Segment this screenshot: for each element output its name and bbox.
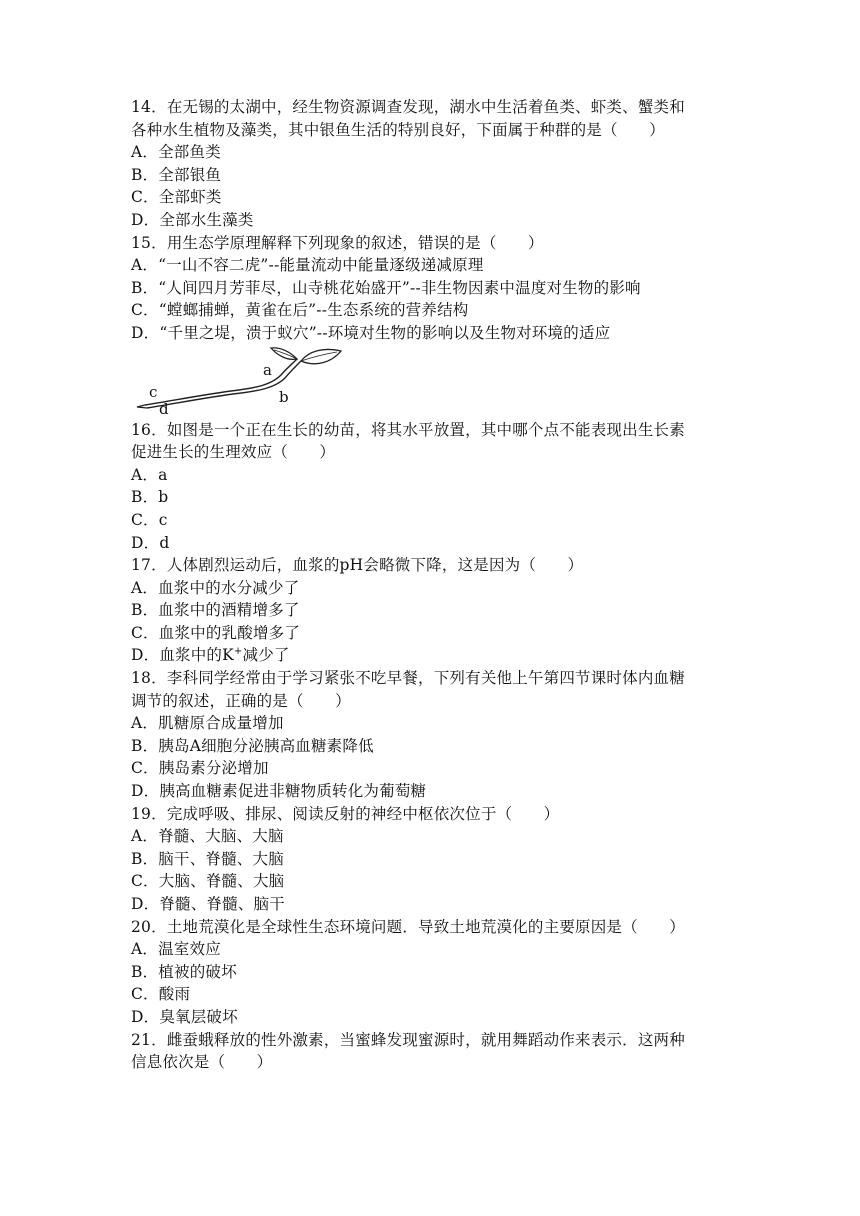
option-a: A．a	[131, 465, 168, 484]
option-d: D．“千里之堤，溃于蚁穴”--环境对生物的影响以及生物对环境的适应	[131, 323, 611, 342]
question-stem-line: 14．在无锡的太湖中，经生物资源调查发现，湖水中生活着鱼类、虾类、蟹类和	[131, 98, 685, 116]
question-stem-line: 各种水生植物及藻类，其中银鱼生活的特别良好，下面属于种群的是（ ）	[131, 120, 665, 139]
option-d	[131, 644, 731, 667]
question-list	[131, 96, 731, 1074]
option-d: D．全部水生藻类	[131, 210, 254, 229]
option-c: C．胰岛素分泌增加	[131, 759, 269, 778]
option-c: C．c	[131, 510, 168, 529]
label-d: d	[159, 399, 169, 418]
question-19	[131, 803, 731, 916]
option-d: D．脊髓、脊髓、脑干	[131, 895, 285, 913]
question-stem-line: 调节的叙述，正确的是（ ）	[131, 691, 351, 710]
seedling-figure	[131, 345, 371, 419]
question-stem-line: 21．雌蚕蛾释放的性外激素，当蜜蜂发现蜜源时，就用舞蹈动作来表示．这两种	[131, 1030, 685, 1049]
label-a: a	[263, 360, 272, 379]
option-c: C．“螳螂捕蝉，黄雀在后”--生态系统的营养结构	[131, 301, 469, 320]
question-stem-line: 16．如图是一个正在生长的幼苗，将其水平放置，其中哪个点不能表现出生长素	[131, 420, 685, 439]
option-c: C．全部虾类	[131, 188, 222, 207]
question-stem-line: 信息依次是（ ）	[131, 1053, 273, 1072]
question-stem-line: 15．用生态学原理解释下列现象的叙述，错误的是（ ）	[131, 233, 544, 252]
option-d-text-end: 减少了	[242, 646, 290, 665]
right-leaf	[301, 349, 341, 363]
option-a: A．肌糖原合成量增加	[131, 714, 284, 733]
seedling-stem-upper	[145, 359, 297, 405]
option-b: B．全部银鱼	[131, 165, 222, 184]
question-stem-line: 19．完成呼吸、排尿、阅读反射的神经中枢依次位于（ ）	[131, 804, 560, 823]
option-b: B．胰岛A细胞分泌胰高血糖素降低	[131, 736, 374, 755]
question-stem-line: 17．人体剧烈运动后，血浆的pH会略微下降，这是因为（ ）	[131, 556, 584, 575]
question-15	[131, 232, 731, 345]
option-d-text: D．血浆中的K	[131, 646, 234, 665]
option-c: C．大脑、脊髓、大脑	[131, 872, 285, 891]
question-stem-line: 18．李科同学经常由于学习紧张不吃早餐，下列有关他上午第四节课时体内血糖	[131, 669, 685, 688]
question-16	[131, 419, 731, 555]
option-a: A．血浆中的水分减少了	[131, 578, 300, 597]
option-d: D．胰高血糖素促进非糖物质转化为葡萄糖	[131, 782, 427, 801]
option-b: B．植被的破坏	[131, 962, 237, 981]
option-a: A．“一山不容二虎”--能量流动中能量逐级递减原理	[131, 256, 484, 275]
question-stem-line: 促进生长的生理效应（ ）	[131, 443, 336, 462]
option-a: A．脊髓、大脑、大脑	[131, 827, 284, 846]
option-b: B．血浆中的酒精增多了	[131, 601, 300, 620]
option-d: D．d	[131, 533, 170, 552]
option-b: B．“人间四月芳菲尽，山寺桃花始盛开”--非生物因素中温度对生物的影响	[131, 278, 641, 297]
superscript-plus: +	[233, 646, 243, 658]
option-c: C．酸雨	[131, 985, 191, 1004]
question-14	[131, 96, 731, 232]
question-20	[131, 916, 731, 1029]
option-a: A．温室效应	[131, 940, 221, 959]
label-b: b	[279, 387, 289, 406]
option-c: C．血浆中的乳酸增多了	[131, 623, 301, 642]
question-21	[131, 1029, 731, 1074]
question-17	[131, 554, 731, 667]
question-stem-line: 20．土地荒漠化是全球性生态环境问题．导致土地荒漠化的主要原因是（ ）	[131, 917, 685, 936]
option-b: B．b	[131, 488, 169, 507]
option-a: A．全部鱼类	[131, 143, 221, 162]
option-b: B．脑干、脊髓、大脑	[131, 849, 284, 868]
question-18	[131, 667, 731, 803]
label-c: c	[149, 382, 158, 401]
option-d: D．臭氧层破坏	[131, 1007, 238, 1026]
